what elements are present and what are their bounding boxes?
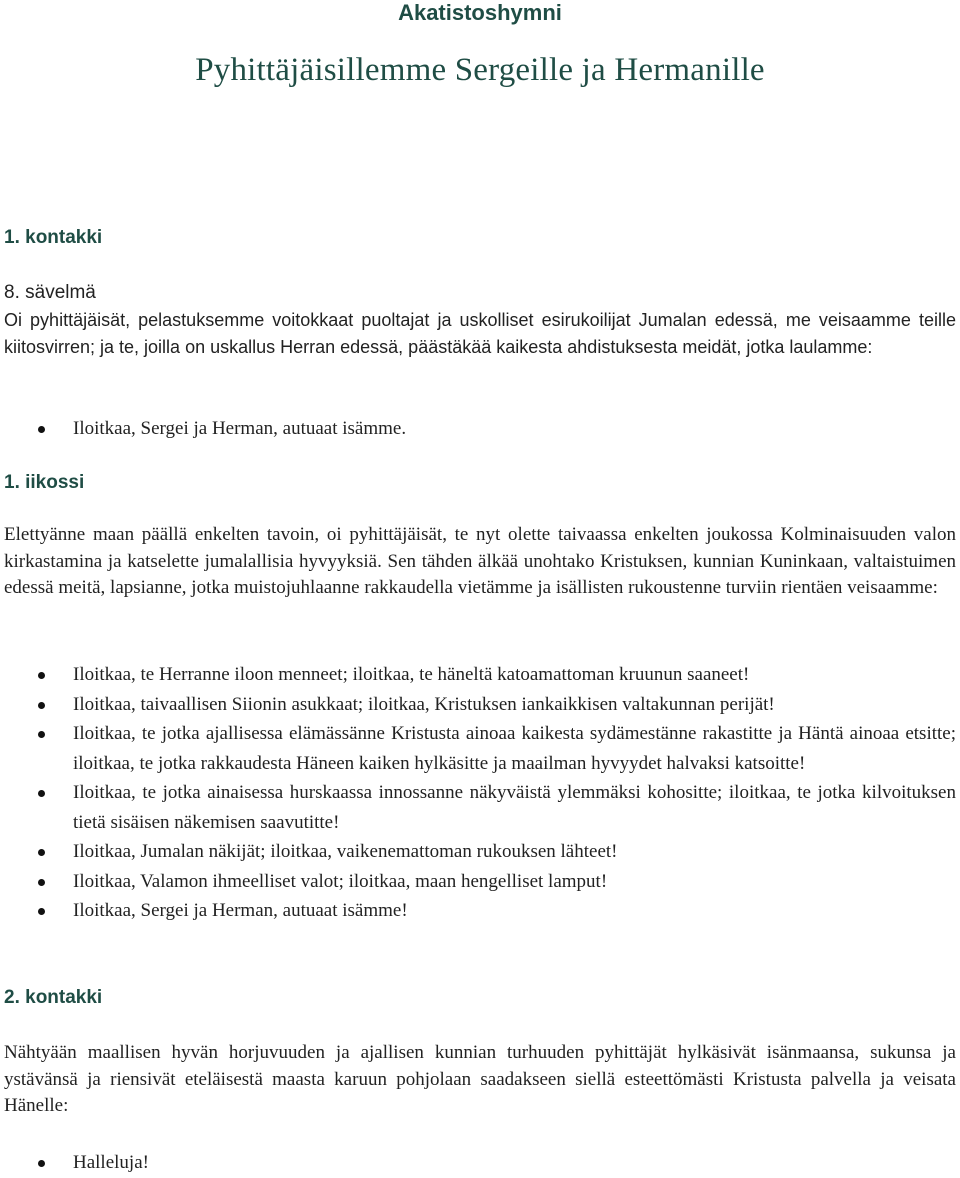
list-item: Iloitkaa, taivaallisen Siionin asukkaat; iloitkaa, Kristuksen iankaikkisen valtakunnan perijät! [73,690,956,720]
ikossi-1-text: Elettyänne maan päällä enkelten tavoin, oi pyhittäjäisät, te nyt olette taivaassa enkelten joukossa Kolminaisuuden valon kirkastamina ja katselette jumalallisia hyvyyksiä. Sen tähden älkää unohtako Kristuksen, kunnian Kuninkaan, valtaistuimen edessä meitä, lapsianne, jotka muistojuhlaanne rakkaudella vietämme ja isällisten rukoustenne turviin rientäen veisaamme: [4,524,956,598]
list-item: Halleluja! [73,1148,956,1178]
melody-label: 8. sävelmä [4,282,96,303]
list-item: Iloitkaa, Sergei ja Herman, autuaat isämme! [73,896,956,926]
list-item: Iloitkaa, te jotka ainaisessa hurskaassa innossanne näkyväistä ylemmäksi kohositte; iloitkaa, te jotka kilvoituksen tietä sisäisen näkemisen saavutitte! [73,778,956,837]
kontakki-2-text: Nähtyään maallisen hyvän horjuvuuden ja ajallisen kunnian turhuuden pyhittäjät hylkäsivät isänmaansa, sukunsa ja ystävänsä ja riensivät eteläisestä maasta karuun pohjolaan saadakseen siellä esteettömästi Kristusta palvella ja veisata Hänelle: [4,1042,956,1116]
kontakki-1-text: Oi pyhittäjäisät, pelastuksemme voitokkaat puoltajat ja uskolliset esirukoilijat Jumalan edessä, me veisaamme teille kiitosvirren; ja te, joilla on uskallus Herran edessä, päästäkää kaikesta ahdistuksesta meidät, jotka laulamme: [4,310,956,357]
section-heading-kontakki-2: 2. kontakki [4,987,103,1008]
section-heading-kontakki-1: 1. kontakki [4,227,103,248]
list-item: Iloitkaa, te jotka ajallisessa elämässänne Kristusta ainoaa kaikesta sydämestänne rakastitte ja Häntä ainoaa etsitte; iloitkaa, te jotka rakkaudesta Häneen kaiken hylkäsitte ja maailman hyvyydet halvaksi katsoitte! [73,719,956,778]
list-item: Iloitkaa, te Herranne iloon menneet; iloitkaa, te häneltä katoamattoman kruunun saaneet! [73,660,956,690]
list-item: Iloitkaa, Valamon ihmeelliset valot; iloitkaa, maan hengelliset lamput! [73,867,956,897]
page-title: Pyhittäjäisillemme Sergeille ja Hermanille [195,52,765,88]
list-item: Iloitkaa, Jumalan näkijät; iloitkaa, vaikenemattoman rukouksen lähteet! [73,837,956,867]
hymn-type-label: Akatistoshymni [398,0,562,25]
list-item: Iloitkaa, Sergei ja Herman, autuaat isämme. [73,414,956,444]
kontakki-2-refrains [0,1148,956,1178]
kontakki-1-refrains [0,414,956,444]
section-heading-ikossi-1: 1. iikossi [4,472,85,493]
ikossi-1-refrains [0,660,956,926]
